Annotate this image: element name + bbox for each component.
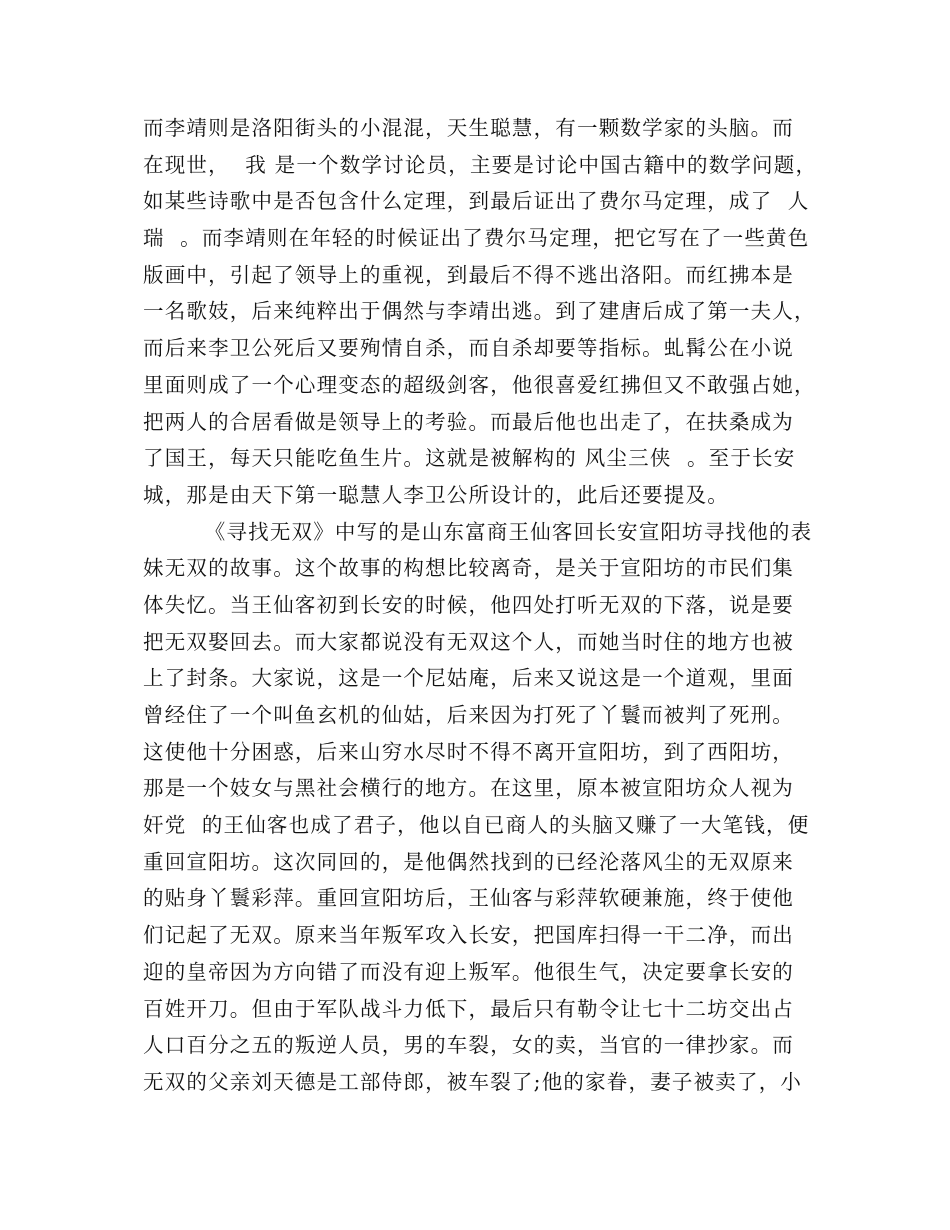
text-line: 如某些诗歌中是否包含什么定理，到最后证出了费尔马定理，成了 人 xyxy=(143,189,810,214)
text-line: 把无双娶回去。而大家都说没有无双这个人，而她当时住的地方也被 xyxy=(143,629,794,654)
text-line: 重回宣阳坊。这次同回的，是他偶然找到的已经沦落风尘的无双原来 xyxy=(143,849,794,874)
text-line: 妹无双的故事。这个故事的构想比较离奇，是关于宣阳坊的市民们集 xyxy=(143,556,794,581)
text-line: 在现世， 我 是一个数学讨论员，主要是讨论中国古籍中的数学问题， xyxy=(143,152,818,177)
text-line: 而后来李卫公死后又要殉情自杀，而自杀却要等指标。虬髯公在小说 xyxy=(143,336,794,361)
text-line: 百姓开刀。但由于军队战斗力低下，最后只有勒令让七十二坊交出占 xyxy=(143,996,794,1021)
text-line: 迎的皇帝因为方向错了而没有迎上叛军。他很生气，决定要拿长安的 xyxy=(143,959,794,984)
text-line: 的贴身丫鬟彩萍。重回宣阳坊后，王仙客与彩萍软硬兼施，终于使他 xyxy=(143,886,794,911)
text-line: 奸党 的王仙客也成了君子，他以自已商人的头脑又赚了一大笔钱，便 xyxy=(143,813,810,838)
text-line: 曾经住了一个叫鱼玄机的仙姑，后来因为打死了丫鬟而被判了死刑。 xyxy=(143,703,794,727)
text-line: 这使他十分困惑，后来山穷水尽时不得不离开宣阳坊，到了西阳坊， xyxy=(143,739,794,764)
text-line: 版画中，引起了领导上的重视，到最后不得不逃出洛阳。而红拂本是 xyxy=(143,262,794,287)
text-line: 体失忆。当王仙客初到长安的时候，他四处打听无双的下落，说是要 xyxy=(143,592,794,617)
text-line: 那是一个妓女与黑社会横行的地方。在这里，原本被宣阳坊众人视为 xyxy=(143,776,794,801)
text-line: 一名歌妓，后来纯粹出于偶然与李靖出逃。到了建唐后成了第一夫人， xyxy=(143,299,816,324)
paragraph-start-line: 《寻找无双》中写的是山东富商王仙客回长安宣阳坊寻找他的表 xyxy=(143,519,813,544)
body-text xyxy=(143,110,818,1101)
text-line: 了国王，每天只能吃鱼生片。这就是被解构的 风尘三侠 。至于长安 xyxy=(143,446,796,471)
text-line: 人口百分之五的叛逆人员，男的车裂，女的卖，当官的一律抄家。而 xyxy=(143,1033,794,1058)
text-line: 城，那是由天下第一聪慧人李卫公所设计的，此后还要提及。 xyxy=(143,482,729,507)
text-line: 而李靖则是洛阳街头的小混混，天生聪慧，有一颗数学家的头脑。而 xyxy=(143,116,794,140)
text-line: 上了封条。大家说，这是一个尼姑庵，后来又说这是一个道观，里面 xyxy=(143,666,794,691)
text-line: 们记起了无双。原来当年叛军攻入长安，把国库扫得一干二净，而出 xyxy=(143,923,794,948)
text-line: 里面则成了一个心理变态的超级剑客，他很喜爱红拂但又不敢强占她， xyxy=(143,372,816,397)
text-line: 把两人的合居看做是领导上的考验。而最后他也出走了，在扶桑成为 xyxy=(143,409,794,434)
text-line: 瑞 。而李靖则在年轻的时候证出了费尔马定理，把它写在了一些黄色 xyxy=(143,226,810,251)
text-line: 无双的父亲刘天德是工部侍郎，被车裂了;他的家眷，妻子被卖了，小 xyxy=(143,1069,803,1094)
